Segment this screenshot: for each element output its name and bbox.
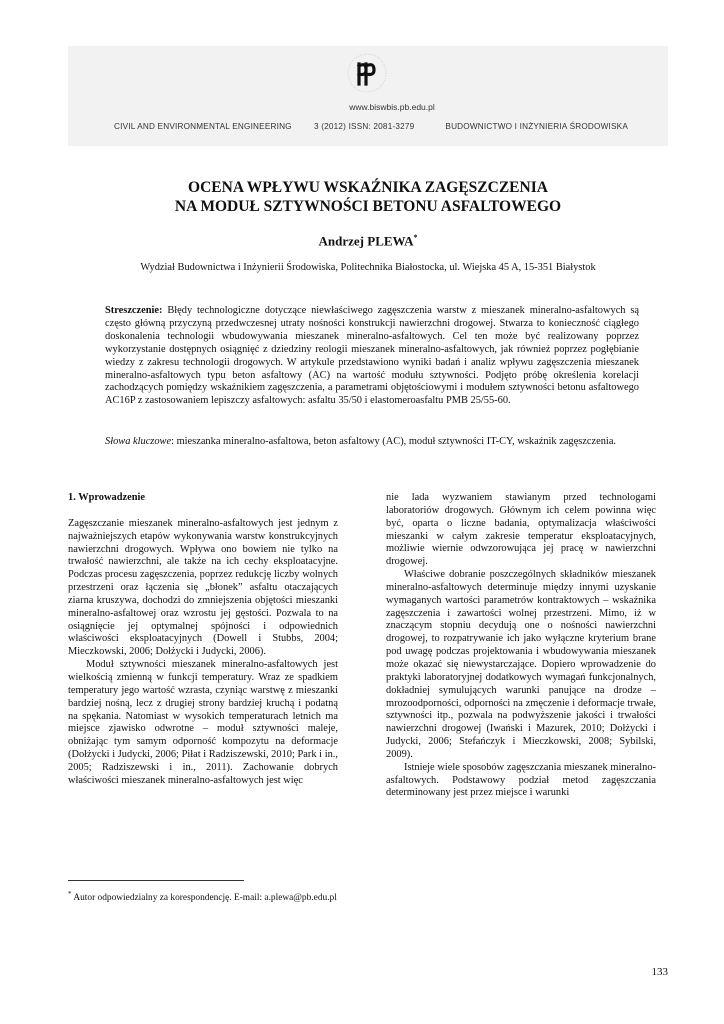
- title-line-1: OCENA WPŁYWU WSKAŹNIKA ZAGĘSZCZENIA: [188, 179, 548, 196]
- footnote: [68, 890, 337, 903]
- footnote-rule: [68, 880, 244, 881]
- page-number: 133: [651, 966, 668, 978]
- paragraph-3: nie lada wyzwaniem stawianym przed technologami laboratoriów drogowych. Głównym ich celem powinna więc być, oparta o liczne badania, optymalizacja właściwości mieszanki w całym zakresie temperatur eksploatacyjnych, możliwie wiernie odwzorowująca jej pracę w nawierzchni drogowej.: [386, 492, 656, 568]
- footnote-mark: *: [68, 890, 72, 898]
- left-column: [68, 492, 338, 788]
- site-url: www.biswbis.pb.edu.pl: [349, 102, 435, 112]
- journal-issue: 3 (2012) ISSN: 2081-3279: [314, 122, 415, 131]
- article-title: [68, 178, 668, 216]
- author-mark: *: [413, 233, 418, 242]
- paragraph-1: Zagęszczanie mieszanek mineralno-asfaltowych jest jednym z najważniejszych etapów wykonywania warstw konstrukcyjnych nawierzchni drogowych. Wpływa ono bowiem nie tylko na trwałość nawierzchni, ale także na ich cechy eksploatacyjne. Podczas procesu zagęszczenia, poprzez redukcję liczby wolnych przestrzeni oraz łączenia się „błonek” asfaltu otaczających ziarna kruszywa, dochodzi do zmniejszenia objętości mieszanki mineralno-asfaltowej oraz wzrostu jej gęstości. Pozwala to na osiągnięcie jej optymalnej spójności i odpowiednich właściwości eksploatacyjnych (Dowell i Stubbs, 2004; Mieczkowski, 2006; Dołżycki i Judycki, 2006).: [68, 517, 338, 658]
- university-logo-icon: [346, 52, 388, 94]
- author: [68, 233, 668, 249]
- keywords: [105, 436, 639, 449]
- right-column: [386, 492, 656, 800]
- paragraph-4: Właściwe dobranie poszczególnych składników mieszanek mineralno-asfaltowych determinuje między innymi uzyskanie wymaganych wartości parametrów kontraktowych – wskaźnika zagęszczenia i zawartości wolnej przestrzeni. Mimo, iż w znaczącym stopniu decydują one o nośności nawierzchni drogowej, to rozpatrywanie ich jako wyłączne kryterium brane pod uwagę podczas projektowania i wbudowywania mieszanek może okazać się niewystarczające. Dopiero wprowadzenie do praktyki laboratoryjnej dodatkowych wymagań funkcjonalnych, dokładniej symulujących warunki panujące na drodze – mrozoodporności, odporności na zmęczenie i deformacje trwałe, sztywności itp., pozwala na podwyższenie jakości i trwałości nawierzchni drogowej (Iwański i Mazurek, 2010; Dołżycki i Judycki, 2006; Stefańczyk i Mieczkowski, 2008; Sybilski, 2009).: [386, 569, 656, 760]
- keywords-label: Słowa kluczowe: [105, 436, 172, 447]
- affiliation: Wydział Budownictwa i Inżynierii Środowiska, Politechnika Białostocka, ul. Wiejska 45 A, 15-351 Białystok: [140, 262, 596, 273]
- section-heading: 1. Wprowadzenie: [68, 492, 145, 503]
- keywords-text: : mieszanka mineralno-asfaltowa, beton asfaltowy (AC), moduł sztywności IT-CY, wskaźnik zagęszczenia.: [171, 436, 617, 447]
- paragraph-5: Istnieje wiele sposobów zagęszczania mieszanek mineralno-asfaltowych. Podstawowy podział metod zagęszczania determinowany jest przez miejsce i warunki: [386, 761, 656, 799]
- abstract: [105, 305, 639, 408]
- journal-name-pl: BUDOWNICTWO I INŻYNIERIA ŚRODOWISKA: [445, 122, 628, 131]
- author-name: Andrzej PLEWA: [318, 233, 414, 249]
- title-line-2: NA MODUŁ SZTYWNOŚCI BETONU ASFALTOWEGO: [174, 198, 562, 215]
- paragraph-2: Moduł sztywności mieszanek mineralno-asfaltowych jest wielkością zmienną w funkcji temperatury. Wraz ze spadkiem temperatury jego wartość wzrasta, czyniąc warstwę z mieszanki bardziej nośną, lecz z drugiej strony bardziej kruchą i podatną na spękania. Natomiast w wysokich temperaturach letnich ma miejsce zjawisko odwrotne – moduł sztywności maleje, obniżając tym samym odporność kompozytu na deformacje (Dołżycki i Judycki, 2006; Piłat i Radziszewski, 2010; Park i in., 2005; Radziszewski i in., 2011). Zachowanie dobrych właściwości mieszanek mineralno-asfaltowych jest więc: [68, 659, 338, 786]
- abstract-label: Streszczenie:: [105, 305, 163, 316]
- footnote-text: Autor odpowiedzialny za korespondencję. E-mail: a.plewa@pb.edu.pl: [71, 893, 337, 904]
- abstract-text: Błędy technologiczne dotyczące niewłaściwego zagęszczenia warstw z mieszanek mineralno-asfaltowych są często główną przyczyną przedwczesnej utraty nośności konstrukcji nawierzchni drogowej. Stwarza to konieczność ciągłego doskonalenia technologii wbudowywania mieszanek mineralno-asfaltowych. Cel ten może być realizowany poprzez wykorzystanie dostępnych osiągnięć z dziedziny reologii mieszanek mineralno-asfaltowych, jak również poprzez pogłębianie wiedzy z zakresu technologii drogowych. W artykule przedstawiono wyniki badań i analiz wpływu zagęszczenia mieszanek mineralno-asfaltowych typu beton asfaltowy (AC) na wartość modułu sztywności. Podjęto próbę określenia korelacji zachodzących pomiędzy wskaźnikiem zagęszczenia, a parametrami objętościowymi i modułem sztywności betonu asfaltowego AC16P z zastosowaniem lepiszczy asfaltowych: asfaltu 35/50 i elastomeroasfaltu PMB 25/55-60.: [105, 305, 639, 407]
- journal-name-en: CIVIL AND ENVIRONMENTAL ENGINEERING: [114, 122, 292, 131]
